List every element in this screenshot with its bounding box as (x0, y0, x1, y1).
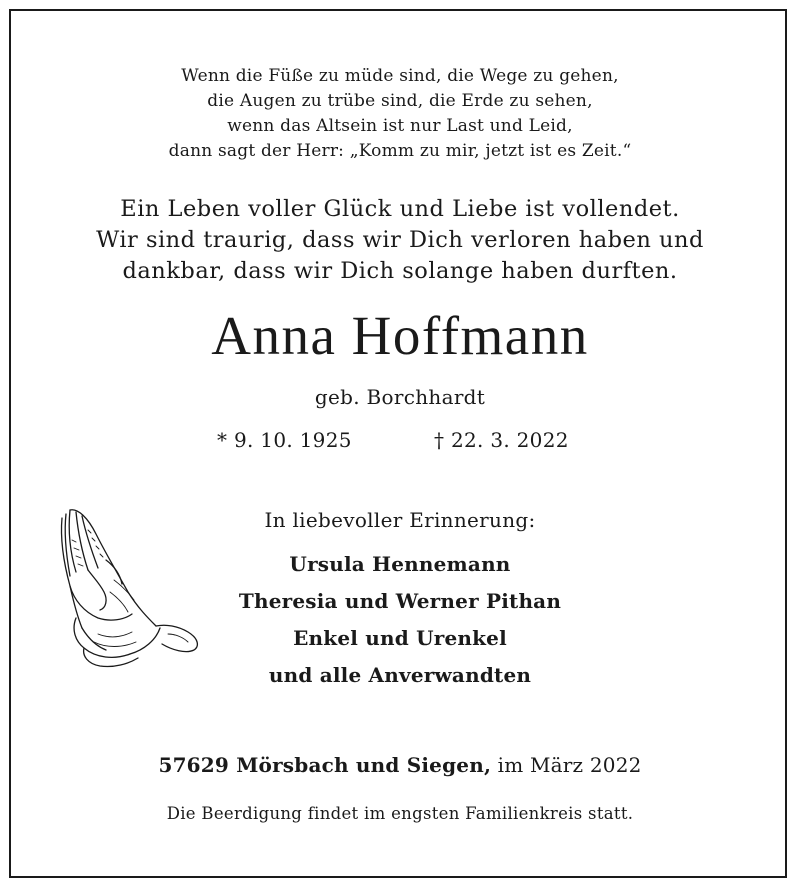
poem-line: dann sagt der Herr: „Komm zu mir, jetzt ist es Zeit.“ (168, 141, 632, 161)
mourner-name: Ursula Hennemann (289, 552, 511, 576)
location-date: im März 2022 (497, 753, 642, 777)
mourner-name: Theresia und Werner Pithan (238, 589, 562, 613)
praying-hands-icon (48, 500, 208, 672)
memory-heading: In liebevoller Erinnerung: (264, 508, 536, 532)
intro-line: Wir sind traurig, dass wir Dich verloren haben und (96, 227, 704, 253)
mourner-name: Enkel und Urenkel (293, 626, 507, 650)
birth-date: * 9. 10. 1925 (217, 428, 352, 452)
location-place: 57629 Mörsbach und Siegen, (158, 753, 492, 777)
mourner-name: und alle Anverwandten (268, 663, 532, 687)
intro-line: dankbar, dass wir Dich solange haben durften. (122, 258, 678, 284)
intro-text (0, 194, 800, 287)
birth-name: geb. Borchhardt (314, 385, 486, 409)
poem-line: die Augen zu trübe sind, die Erde zu sehen, (207, 91, 593, 111)
funeral-note: Die Beerdigung findet im engsten Familienkreis statt. (166, 804, 634, 823)
death-date: † 22. 3. 2022 (434, 428, 569, 452)
intro-line: Ein Leben voller Glück und Liebe ist vollendet. (120, 196, 680, 222)
poem-line: Wenn die Füße zu müde sind, die Wege zu gehen, (181, 66, 619, 86)
deceased-name: Anna Hoffmann (211, 305, 589, 366)
location-line (0, 750, 800, 780)
poem (0, 64, 800, 164)
poem-line: wenn das Altsein ist nur Last und Leid, (227, 116, 573, 136)
